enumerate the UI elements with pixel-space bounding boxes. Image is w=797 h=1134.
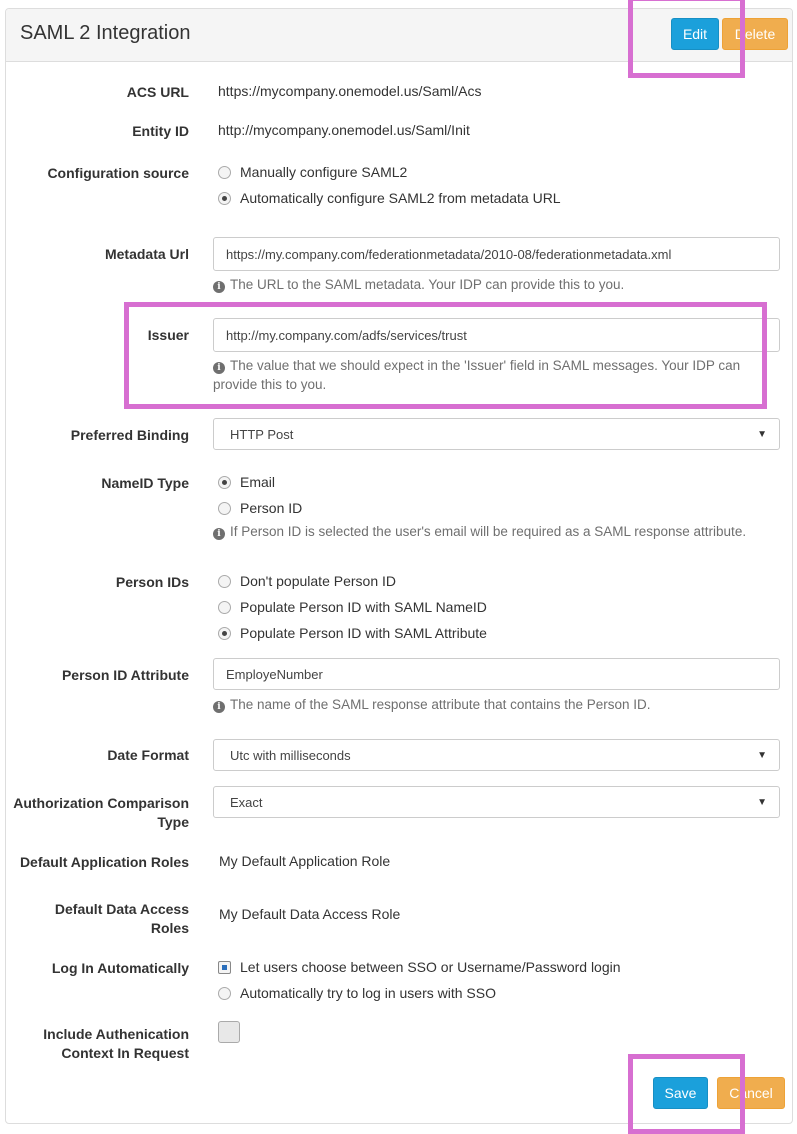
date-format-label: Date Format: [107, 747, 189, 763]
radio-checked-icon[interactable]: [218, 192, 231, 205]
default-data-access-roles-label: [9, 900, 189, 938]
nameid-email-label: Email: [240, 474, 276, 490]
metadata-url-help-text: The URL to the SAML metadata. Your IDP can provide this to you.: [230, 277, 625, 292]
configuration-source-label: Configuration source: [47, 165, 189, 181]
nameid-email-option[interactable]: [218, 474, 275, 490]
nameid-type-label: NameID Type: [101, 475, 189, 491]
save-button[interactable]: Save: [653, 1077, 708, 1109]
acs-url-value: https://mycompany.onemodel.us/Saml/Acs: [218, 83, 482, 99]
info-icon: i: [213, 528, 225, 540]
authorization-comparison-type-label: [9, 794, 189, 832]
include-auth-context-label-line1: Include Authenication: [43, 1026, 189, 1042]
include-auth-context-label: [9, 1025, 189, 1063]
issuer-label: Issuer: [147, 327, 189, 343]
person-id-attribute-help: [213, 695, 773, 714]
issuer-help: [213, 356, 763, 394]
default-application-roles-label: Default Application Roles: [19, 854, 189, 870]
radio-unchecked-icon[interactable]: [218, 987, 231, 1000]
log-in-automatically-label: Log In Automatically: [51, 960, 189, 976]
config-source-auto-option[interactable]: [218, 190, 561, 206]
metadata-url-help: [213, 275, 773, 294]
login-auto-sso-option[interactable]: [218, 985, 496, 1001]
person-ids-attribute-option[interactable]: [218, 625, 487, 641]
metadata-url-label: Metadata Url: [104, 246, 189, 262]
login-choose-option[interactable]: [218, 959, 621, 975]
login-auto-sso-label: Automatically try to log in users with SSO: [240, 985, 496, 1001]
preferred-binding-value: HTTP Post: [230, 426, 294, 442]
date-format-select[interactable]: [213, 739, 780, 771]
person-id-attribute-label: Person ID Attribute: [61, 667, 189, 683]
include-auth-context-checkbox[interactable]: [218, 1021, 240, 1043]
info-icon: i: [213, 281, 225, 293]
radio-unchecked-icon[interactable]: [218, 502, 231, 515]
caret-down-icon: ▼: [757, 428, 767, 440]
login-choose-label: Let users choose between SSO or Username/Password login: [240, 959, 621, 975]
person-ids-none-option[interactable]: [218, 573, 396, 589]
default-data-access-label-line2: Roles: [150, 920, 189, 936]
person-ids-attribute-label: Populate Person ID with SAML Attribute: [240, 625, 487, 641]
config-source-auto-label: Automatically configure SAML2 from metadata URL: [240, 190, 561, 206]
radio-unchecked-icon[interactable]: [218, 575, 231, 588]
delete-button[interactable]: Delete: [722, 18, 788, 50]
date-format-value: Utc with milliseconds: [230, 747, 351, 763]
issuer-help-text: The value that we should expect in the 'Issuer' field in SAML messages. Your IDP can provide this to you.: [213, 358, 741, 392]
caret-down-icon: ▼: [757, 749, 767, 761]
radio-checked-icon[interactable]: [218, 476, 231, 489]
authorization-comparison-select[interactable]: [213, 786, 780, 818]
nameid-person-id-label: Person ID: [240, 500, 303, 516]
nameid-help: [213, 522, 773, 541]
default-application-roles-value: My Default Application Role: [219, 853, 391, 869]
acs-url-label: ACS URL: [126, 84, 189, 100]
caret-down-icon: ▼: [757, 796, 767, 808]
person-ids-none-label: Don't populate Person ID: [240, 573, 396, 589]
info-icon: i: [213, 362, 225, 374]
metadata-url-input[interactable]: https://my.company.com/federationmetadata/2010-08/federationmetadata.xml: [213, 237, 780, 271]
config-source-manual-label: Manually configure SAML2: [240, 164, 408, 180]
person-ids-nameid-label: Populate Person ID with SAML NameID: [240, 599, 487, 615]
person-id-attribute-input[interactable]: EmployeNumber: [213, 658, 780, 690]
preferred-binding-select[interactable]: [213, 418, 780, 450]
radio-unchecked-icon[interactable]: [218, 601, 231, 614]
checkbox-checked-icon[interactable]: [218, 961, 231, 974]
person-id-attribute-help-text: The name of the SAML response attribute that contains the Person ID.: [230, 697, 651, 712]
entity-id-value: http://mycompany.onemodel.us/Saml/Init: [218, 122, 470, 138]
cancel-button[interactable]: Cancel: [717, 1077, 785, 1109]
nameid-help-text: If Person ID is selected the user's email will be required as a SAML response attribute.: [230, 524, 747, 539]
person-ids-nameid-option[interactable]: [218, 599, 487, 615]
radio-unchecked-icon[interactable]: [218, 166, 231, 179]
page-title: SAML 2 Integration: [20, 22, 191, 44]
preferred-binding-label: Preferred Binding: [70, 427, 189, 443]
person-ids-label: Person IDs: [115, 574, 189, 590]
authorization-comparison-label-line2: Type: [157, 814, 189, 830]
authorization-comparison-value: Exact: [230, 794, 263, 810]
include-auth-context-label-line2: Context In Request: [61, 1045, 189, 1061]
default-data-access-roles-value: My Default Data Access Role: [219, 906, 401, 922]
edit-button[interactable]: Edit: [671, 18, 719, 50]
issuer-input[interactable]: http://my.company.com/adfs/services/trust: [213, 318, 780, 352]
nameid-person-id-option[interactable]: [218, 500, 302, 516]
default-data-access-label-line1: Default Data Access: [54, 901, 189, 917]
entity-id-label: Entity ID: [132, 123, 189, 139]
authorization-comparison-label-line1: Authorization Comparison: [13, 795, 189, 811]
config-source-manual-option[interactable]: [218, 164, 407, 180]
panel-header: [6, 9, 792, 62]
radio-checked-icon[interactable]: [218, 627, 231, 640]
info-icon: i: [213, 701, 225, 713]
